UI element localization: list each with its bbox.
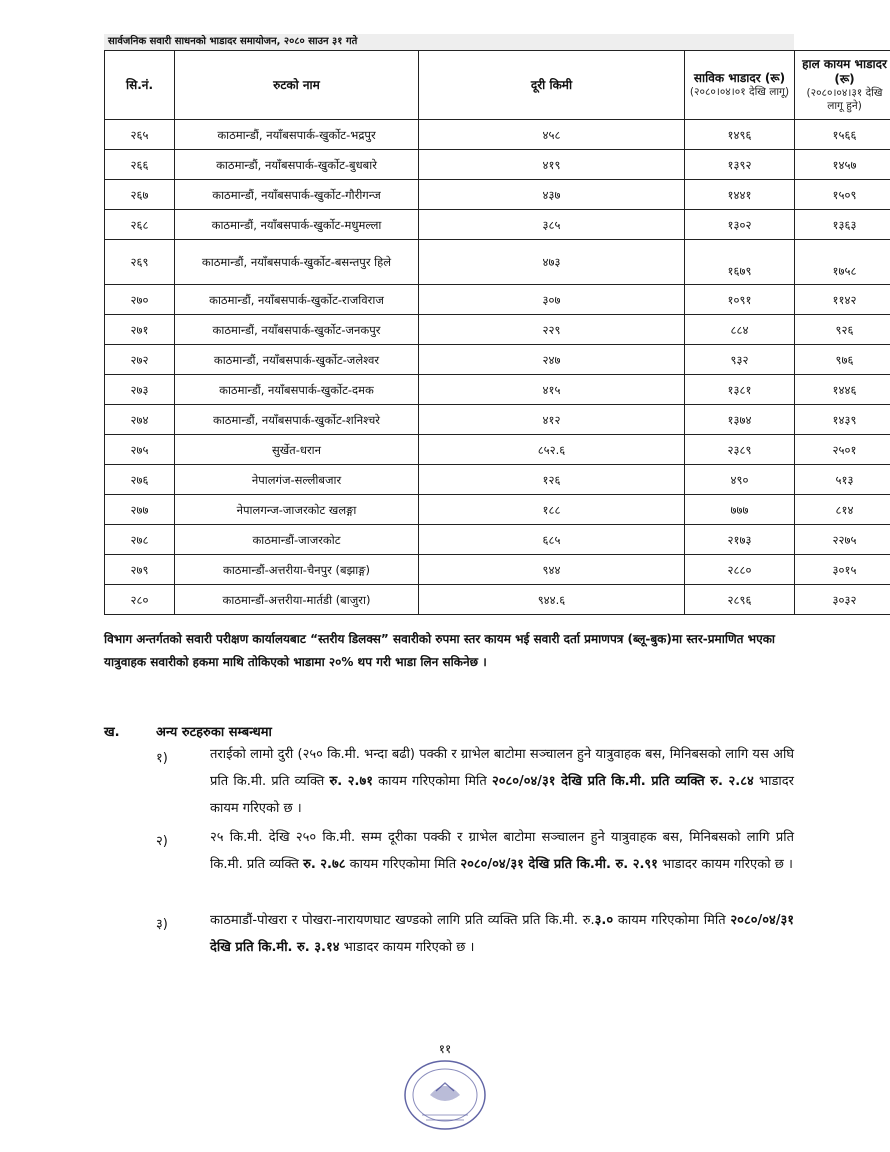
cell-distance: ४५८ bbox=[419, 120, 685, 150]
deluxe-surcharge-note: विभाग अन्तर्गतको सवारी परीक्षण कार्यालयबाट “स्तरीय डिलक्स” सवारीको रुपमा स्तर कायम भई सवारी दर्ता प्रमाणपत्र (ब्लू-बुक)मा स्तर-प्रमाणित भएका यात्रुवाहक सवारीको हकमा माथि तोकिएको भाडामा २०% थप गरी भाडा लिन सकिनेछ । bbox=[104, 632, 776, 669]
table-row bbox=[105, 240, 890, 285]
cell-route: नेपालगन्ज-जाजरकोट खलङ्गा bbox=[175, 495, 419, 525]
cell-old-fare: २३८९ bbox=[685, 435, 795, 465]
col-old-fare-sub: (२०८०।०४।०१ देखि लागू) bbox=[689, 86, 790, 98]
item-rate-old: ३.० bbox=[594, 913, 614, 928]
item-rate-new: २०८०/०४/३१ देखि प्रति कि.मी. प्रति व्यक्ति रु. २.८४ bbox=[491, 774, 754, 789]
cell-sn: २७० bbox=[105, 285, 175, 315]
cell-route: सुर्खेत-धरान bbox=[175, 435, 419, 465]
item-rate-new: २०८०/०४/३१ देखि प्रति कि.मी. रु. ३.१४ bbox=[210, 913, 794, 955]
cell-distance: ९४४.६ bbox=[419, 585, 685, 615]
cell-sn: २६७ bbox=[105, 180, 175, 210]
item-number: २) bbox=[156, 834, 168, 849]
col-new-fare-label: हाल कायम भाडादर (रू) bbox=[802, 57, 887, 86]
item-text-part: कायम गरिएकोमा मिति bbox=[373, 774, 492, 789]
office-seal-icon bbox=[400, 1055, 490, 1135]
cell-distance: ४३७ bbox=[419, 180, 685, 210]
item-text bbox=[210, 907, 794, 961]
cell-distance: २२९ bbox=[419, 315, 685, 345]
table-row bbox=[105, 315, 890, 345]
item-text bbox=[210, 824, 794, 878]
cell-route: काठमान्डौं, नयाँबसपार्क-खुर्कोट-बसन्तपुर हिले bbox=[175, 240, 419, 285]
table-row bbox=[105, 285, 890, 315]
cell-distance: २४७ bbox=[419, 345, 685, 375]
cell-distance: ८५२.६ bbox=[419, 435, 685, 465]
cell-old-fare: १४४१ bbox=[685, 180, 795, 210]
section-title: अन्य रुटहरुका सम्बन्धमा bbox=[156, 725, 272, 740]
cell-new-fare: १५०९ bbox=[795, 180, 890, 210]
table-row bbox=[105, 495, 890, 525]
cell-new-fare: १४३९ bbox=[795, 405, 890, 435]
item-text bbox=[210, 741, 794, 822]
table-row bbox=[105, 465, 890, 495]
cell-old-fare: १३०२ bbox=[685, 210, 795, 240]
section-letter: ख. bbox=[104, 725, 120, 740]
cell-new-fare: ५१३ bbox=[795, 465, 890, 495]
cell-route: काठमान्डौं, नयाँबसपार्क-खुर्कोट-राजविराज bbox=[175, 285, 419, 315]
table-row bbox=[105, 405, 890, 435]
item-number: १) bbox=[156, 751, 168, 766]
table-row bbox=[105, 120, 890, 150]
item-rate-old: रु. २.७१ bbox=[329, 774, 374, 789]
document-header: सार्वजनिक सवारी साधनको भाडादर समायोजन, २०८० साउन ३१ गते bbox=[104, 34, 794, 50]
table-row bbox=[105, 525, 890, 555]
cell-new-fare: ३०१५ bbox=[795, 555, 890, 585]
item-text-part: २५ कि.मी. देखि २५० कि.मी. सम्म दूरीका पक्की र ग्राभेल बाटोमा सञ्चालन हुने यात्रुवाहक बस, मिनिबसको लागि प्रति कि.मी. प्रति व्यक्ति bbox=[210, 830, 794, 872]
cell-distance: ३०७ bbox=[419, 285, 685, 315]
cell-distance: ४१५ bbox=[419, 375, 685, 405]
cell-route: काठमान्डौं, नयाँबसपार्क-खुर्कोट-शनिश्चरे bbox=[175, 405, 419, 435]
cell-new-fare: ९२६ bbox=[795, 315, 890, 345]
col-route: रुटको नाम bbox=[175, 51, 419, 120]
cell-new-fare: १३६३ bbox=[795, 210, 890, 240]
cell-old-fare: ७७७ bbox=[685, 495, 795, 525]
cell-old-fare: ४९० bbox=[685, 465, 795, 495]
cell-distance: ९४४ bbox=[419, 555, 685, 585]
cell-route: काठमान्डौं, नयाँबसपार्क-खुर्कोट-जलेश्वर bbox=[175, 345, 419, 375]
cell-new-fare: १५६६ bbox=[795, 120, 890, 150]
col-distance: दूरी किमी bbox=[419, 51, 685, 120]
col-new-fare bbox=[795, 51, 890, 120]
cell-old-fare: १३८१ bbox=[685, 375, 795, 405]
item-text-part: कायम गरिएकोमा मिति bbox=[345, 857, 461, 872]
cell-new-fare: १७५८ bbox=[795, 240, 890, 285]
cell-new-fare: ३०३२ bbox=[795, 585, 890, 615]
cell-sn: २७२ bbox=[105, 345, 175, 375]
item-text-part: तराईको लामो दुरी (२५० कि.मी. भन्दा बढी) पक्की र ग्राभेल बाटोमा सञ्चालन हुने यात्रुवाहक बस, मिनिबसको लागि यस अघि प्रति कि.मी. प्रति व्यक्ति bbox=[210, 747, 794, 789]
cell-sn: २६५ bbox=[105, 120, 175, 150]
cell-route: काठमान्डौं-जाजरकोट bbox=[175, 525, 419, 555]
cell-old-fare: ९३२ bbox=[685, 345, 795, 375]
cell-route: काठमान्डौं, नयाँबसपार्क-खुर्कोट-दमक bbox=[175, 375, 419, 405]
item-rate-old: रु. २.७८ bbox=[303, 857, 346, 872]
cell-distance: ३८५ bbox=[419, 210, 685, 240]
cell-route: काठमान्डौं-अत्तरीया-मार्तडी (बाजुरा) bbox=[175, 585, 419, 615]
cell-new-fare: ९७६ bbox=[795, 345, 890, 375]
cell-old-fare: १३९२ bbox=[685, 150, 795, 180]
cell-sn: २७६ bbox=[105, 465, 175, 495]
item-text-part: कायम गरिएकोमा मिति bbox=[613, 913, 731, 928]
cell-old-fare: २८८० bbox=[685, 555, 795, 585]
cell-sn: २७९ bbox=[105, 555, 175, 585]
page-number: ११ bbox=[438, 1042, 452, 1056]
cell-sn: २६९ bbox=[105, 240, 175, 285]
item-text-part: भाडादर कायम गरिएको छ । bbox=[210, 774, 794, 816]
table-row bbox=[105, 150, 890, 180]
fare-table bbox=[104, 50, 890, 615]
cell-sn: २७४ bbox=[105, 405, 175, 435]
cell-distance: ६८५ bbox=[419, 525, 685, 555]
cell-new-fare: १४४६ bbox=[795, 375, 890, 405]
cell-route: काठमान्डौं, नयाँबसपार्क-खुर्कोट-जनकपुर bbox=[175, 315, 419, 345]
cell-distance: ४१२ bbox=[419, 405, 685, 435]
cell-old-fare: १६७९ bbox=[685, 240, 795, 285]
col-old-fare bbox=[685, 51, 795, 120]
cell-route: काठमान्डौं-अत्तरीया-चैनपुर (बझाङ्ग) bbox=[175, 555, 419, 585]
item-text-part: भाडादर कायम गरिएको छ । bbox=[657, 857, 793, 872]
cell-old-fare: २८९६ bbox=[685, 585, 795, 615]
table-row bbox=[105, 375, 890, 405]
cell-sn: २७१ bbox=[105, 315, 175, 345]
cell-route: काठमान्डौं, नयाँबसपार्क-खुर्कोट-बुधबारे bbox=[175, 150, 419, 180]
col-sn: सि.नं. bbox=[105, 51, 175, 120]
item-rate-new: २०८०/०४/३१ देखि प्रति कि.मी. रु. २.९१ bbox=[460, 857, 658, 872]
cell-sn: २६८ bbox=[105, 210, 175, 240]
item-text-part: भाडादर कायम गरिएको छ । bbox=[339, 940, 475, 955]
table-row bbox=[105, 585, 890, 615]
cell-old-fare: १४९६ bbox=[685, 120, 795, 150]
cell-new-fare: ८१४ bbox=[795, 495, 890, 525]
cell-distance: १८८ bbox=[419, 495, 685, 525]
cell-route: काठमान्डौं, नयाँबसपार्क-खुर्कोट-गौरीगन्ज bbox=[175, 180, 419, 210]
cell-route: काठमान्डौं, नयाँबसपार्क-खुर्कोट-मधुमल्ला bbox=[175, 210, 419, 240]
cell-new-fare: ११४२ bbox=[795, 285, 890, 315]
item-text-part: काठमाडौं-पोखरा र पोखरा-नारायणघाट खण्डको लागि प्रति व्यक्ति प्रति कि.मी. रु. bbox=[210, 913, 595, 928]
cell-sn: २८० bbox=[105, 585, 175, 615]
cell-new-fare: १४५७ bbox=[795, 150, 890, 180]
item-number: ३) bbox=[156, 917, 168, 932]
cell-sn: २७७ bbox=[105, 495, 175, 525]
cell-distance: १२६ bbox=[419, 465, 685, 495]
cell-old-fare: २१७३ bbox=[685, 525, 795, 555]
cell-old-fare: १३७४ bbox=[685, 405, 795, 435]
cell-sn: २७५ bbox=[105, 435, 175, 465]
col-old-fare-label: साविक भाडादर (रू) bbox=[693, 71, 786, 85]
cell-distance: ४१९ bbox=[419, 150, 685, 180]
table-row bbox=[105, 435, 890, 465]
cell-sn: २७३ bbox=[105, 375, 175, 405]
table-row bbox=[105, 345, 890, 375]
cell-route: नेपालगंज-सल्लीबजार bbox=[175, 465, 419, 495]
cell-route: काठमान्डौं, नयाँबसपार्क-खुर्कोट-भद्रपुर bbox=[175, 120, 419, 150]
cell-old-fare: १०९१ bbox=[685, 285, 795, 315]
cell-sn: २६६ bbox=[105, 150, 175, 180]
cell-new-fare: २२७५ bbox=[795, 525, 890, 555]
cell-new-fare: २५०१ bbox=[795, 435, 890, 465]
table-row bbox=[105, 555, 890, 585]
cell-old-fare: ८८४ bbox=[685, 315, 795, 345]
table-header-row bbox=[105, 51, 890, 120]
cell-distance: ४७३ bbox=[419, 240, 685, 285]
col-new-fare-sub: (२०८०।०४।३१ देखि लागू हुने) bbox=[806, 87, 883, 112]
table-row bbox=[105, 180, 890, 210]
cell-sn: २७८ bbox=[105, 525, 175, 555]
table-row bbox=[105, 210, 890, 240]
